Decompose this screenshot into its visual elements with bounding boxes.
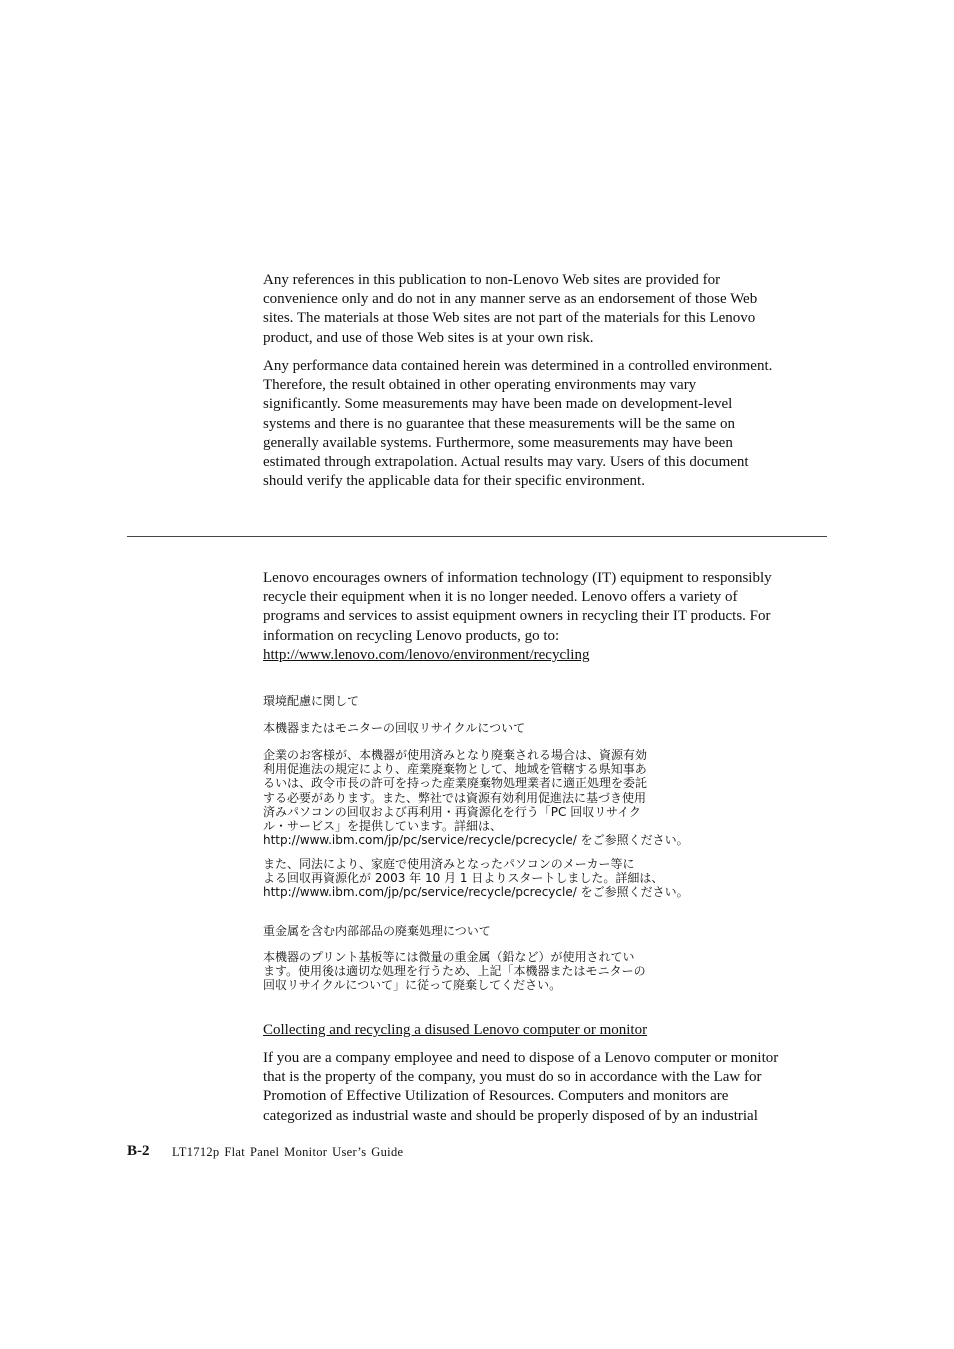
text-line: よる回収再資源化が 2003 年 10 月 1 日よりスタートしました。詳細は、 [263, 871, 664, 886]
text-line: should verify the applicable data for their specific environment. [263, 473, 645, 490]
text-line: categorized as industrial waste and should be properly disposed of by an industrial [263, 1107, 758, 1124]
text-line: 企業のお客様が、本機器が使用済みとなり廃棄される場合は、資源有効 [263, 748, 648, 762]
text-line: recycle their equipment when it is no longer needed. Lenovo offers a variety of [263, 589, 738, 606]
text-line: systems and there is no guarantee that these measurements will be the same on [263, 415, 735, 432]
text-line: Lenovo encourages owners of information technology (IT) equipment to responsibly [263, 570, 772, 586]
text-line: information on recycling Lenovo products, go to: [263, 627, 560, 644]
text-line: また、同法により、家庭で使用済みとなったパソコンのメーカー等に [263, 857, 635, 871]
text-line: Any references in this publication to non-Lenovo Web sites are provided for [263, 272, 721, 288]
text-line: 本機器のプリント基板等には微量の重金属（鉛など）が使用されてい [263, 950, 635, 964]
references-paragraph [263, 271, 823, 348]
text-line: 済みパソコンの回収および再利用・再資源化を行う「PC 回収リサイク [263, 804, 641, 819]
collecting-heading-text: Collecting and recycling a disused Lenovo computer or monitor [263, 1022, 648, 1038]
text-line: convenience only and do not in any manner serve as an endorsement of those Web [263, 291, 758, 308]
collecting-paragraph [263, 1049, 843, 1126]
text-line: estimated through extrapolation. Actual results may vary. Users of this document [263, 454, 749, 471]
text-line: product, and use of those Web sites is at your own risk. [263, 329, 594, 346]
text-line: Any performance data contained herein was determined in a controlled environment. [263, 358, 773, 374]
footer-title: LT1712p Flat Panel Monitor User’s Guide [172, 1145, 404, 1159]
text-line: that is the property of the company, you must do so in accordance with the Law for [263, 1069, 762, 1086]
jp-paragraph-heavy-metals [263, 950, 823, 993]
text-line: If you are a company employee and need to dispose of a Lenovo computer or monitor [263, 1050, 779, 1066]
text-line: programs and services to assist equipment owners in recycling their IT products. For [263, 608, 771, 625]
jp-heading: 環境配慮に関して [263, 694, 360, 708]
text-line: http://www.ibm.com/jp/pc/service/recycle/pcrecycle/ をご参照ください。 [263, 833, 689, 848]
recycling-url-link[interactable]: http://www.lenovo.com/lenovo/environment/recycling [263, 646, 590, 663]
performance-paragraph [263, 357, 823, 491]
jp-subheading-monitor-recycling: 本機器またはモニターの回収リサイクルについて [263, 721, 526, 735]
text-line: ます。使用後は適切な処理を行うため、上記「本機器またはモニターの [263, 964, 646, 979]
text-line: るいは、政令市長の許可を持った産業廃棄物処理業者に適正処理を委託 [263, 776, 648, 791]
text-line: ル・サービス」を提供しています。詳細は、 [263, 819, 503, 834]
text-line: 回収リサイクルについて」に従って廃棄してください。 [263, 978, 562, 993]
jp-paragraph-home-recycling [263, 857, 823, 900]
text-line: generally available systems. Furthermore, some measurements may have been [263, 434, 733, 451]
text-line: Promotion of Effective Utilization of Resources. Computers and monitors are [263, 1088, 729, 1105]
text-line: http://www.ibm.com/jp/pc/service/recycle/pcrecycle/ をご参照ください。 [263, 885, 689, 900]
text-line: significantly. Some measurements may have been made on development-level [263, 396, 733, 413]
section-divider [127, 536, 827, 537]
jp-paragraph-business-recycling [263, 748, 823, 847]
text-line: する必要があります。また、弊社では資源有効利用促進法に基づき使用 [263, 790, 647, 805]
text-line: 利用促進法の規定により、産業廃棄物として、地域を管轄する県知事あ [263, 762, 647, 777]
collecting-heading [263, 1021, 823, 1040]
text-line: Therefore, the result obtained in other operating environments may vary [263, 377, 697, 394]
recycling-intro-paragraph [263, 569, 823, 665]
jp-subheading-heavy-metals: 重金属を含む内部部品の廃棄処理について [263, 924, 491, 938]
text-line: sites. The materials at those Web sites are not part of the materials for this Lenovo [263, 310, 756, 327]
page-number: B-2 [127, 1143, 150, 1159]
